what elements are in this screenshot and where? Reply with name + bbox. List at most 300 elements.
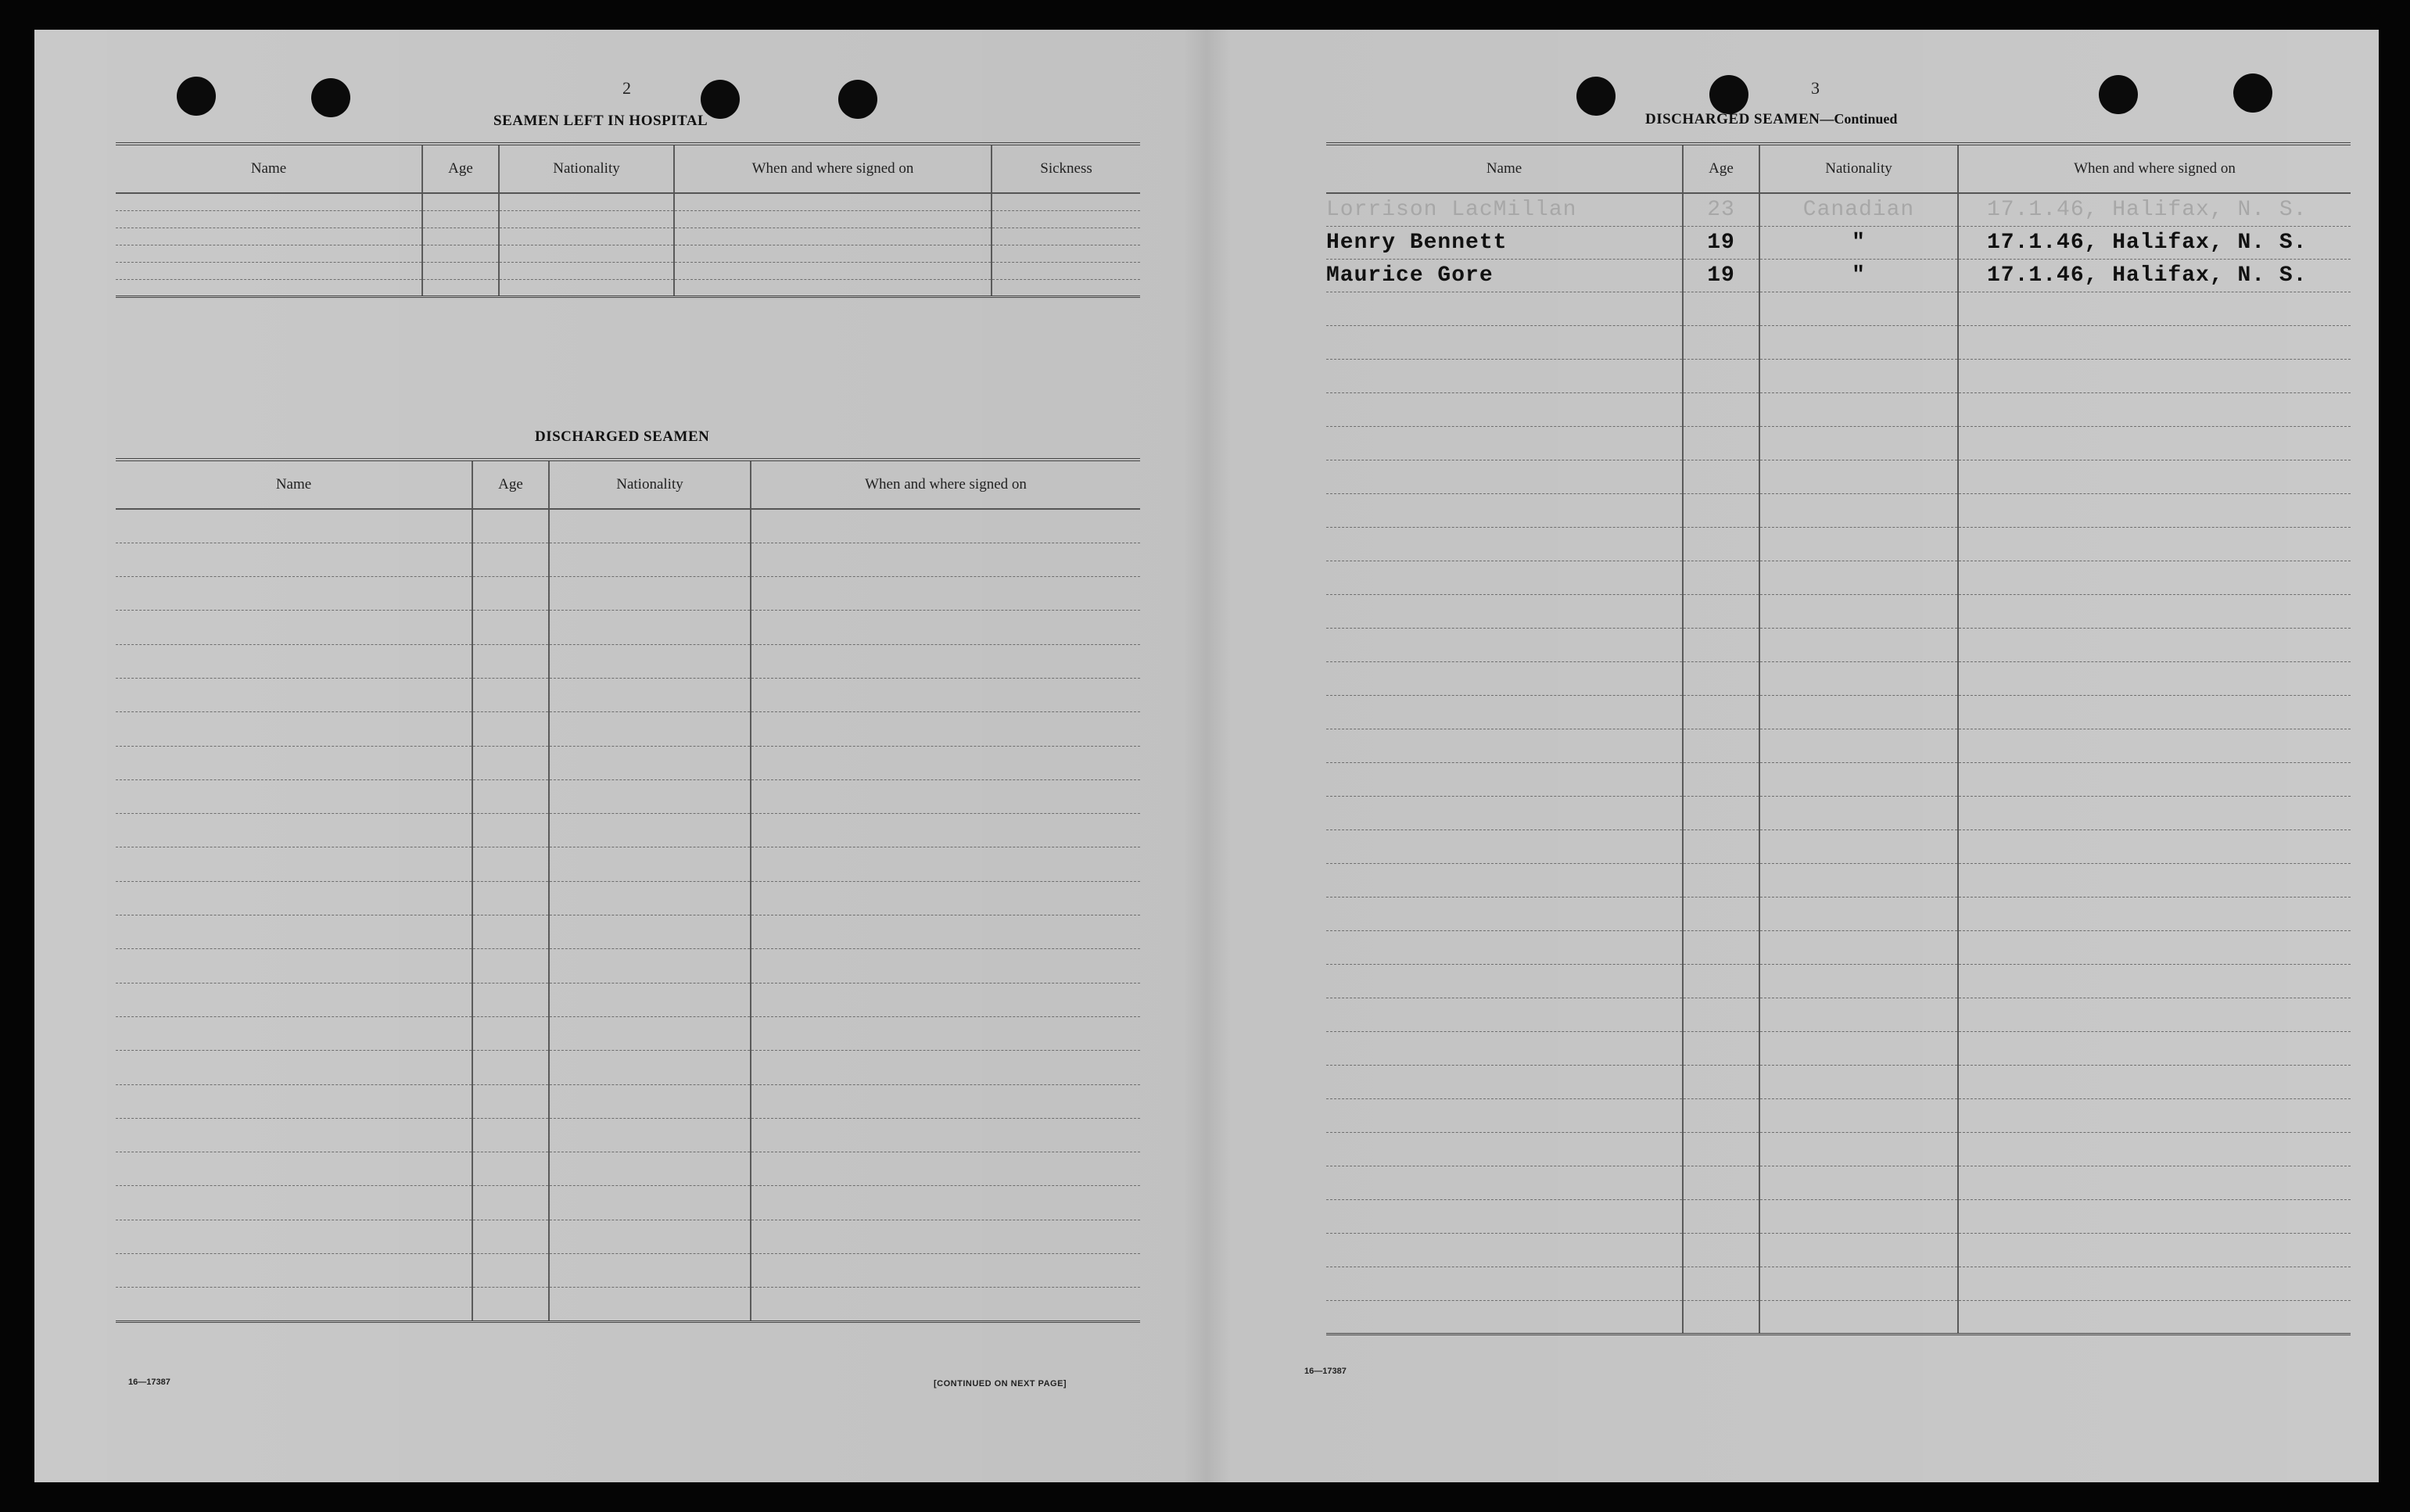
table-cell: [1958, 1098, 2351, 1132]
table-cell: [751, 1152, 1140, 1186]
table-cell: [549, 1016, 751, 1050]
table-row: [1326, 1300, 2351, 1334]
table-cell: [751, 847, 1140, 881]
table-cell: [549, 644, 751, 678]
table-row: [1326, 964, 2351, 998]
table-cell: [751, 509, 1140, 543]
table-cell: [1326, 1065, 1683, 1098]
table-cell: [1683, 863, 1759, 897]
table-cell: [751, 644, 1140, 678]
table-cell: [472, 1152, 549, 1186]
table-row: [116, 1084, 1140, 1118]
table-cell: [116, 245, 422, 262]
table-cell: [1326, 897, 1683, 930]
table-cell: [116, 611, 472, 644]
discharged-right-table-body: [1326, 193, 2351, 1334]
table-cell: Canadian: [1759, 193, 1958, 226]
form-number: 16—17387: [1304, 1367, 1347, 1376]
continued-suffix: —Continued: [1820, 111, 1898, 127]
table-cell: [1759, 1233, 1958, 1267]
discharged-section-title: DISCHARGED SEAMEN: [535, 428, 710, 445]
discharged-table-left: [116, 458, 1140, 1323]
table-cell: [1326, 998, 1683, 1031]
column-header-nationality: Nationality: [1759, 144, 1958, 193]
table-cell: [116, 193, 422, 210]
table-row: [116, 193, 1140, 210]
table-row: [1326, 1065, 2351, 1098]
table-cell: [1759, 1031, 1958, 1065]
table-cell: [1326, 1199, 1683, 1233]
table-row: [1326, 561, 2351, 594]
table-cell: [1683, 1199, 1759, 1233]
table-cell: [422, 210, 499, 228]
table-row: [1326, 259, 2351, 292]
table-row: [116, 245, 1140, 262]
table-cell: [1326, 325, 1683, 359]
table-cell: [116, 1152, 472, 1186]
table-row: [1326, 695, 2351, 729]
table-cell: [549, 1084, 751, 1118]
table-cell: 17.1.46, Halifax, N. S.: [1958, 259, 2351, 292]
table-cell: [472, 1051, 549, 1084]
table-row: [1326, 594, 2351, 628]
table-cell: [1326, 930, 1683, 964]
page-number: 3: [1811, 78, 1820, 98]
table-row: [1326, 1233, 2351, 1267]
table-cell: [116, 1288, 472, 1321]
table-cell: [751, 577, 1140, 611]
table-cell: [116, 1051, 472, 1084]
table-cell: [1759, 1166, 1958, 1199]
table-row: [1326, 863, 2351, 897]
table-cell: [1326, 1098, 1683, 1132]
table-cell: [549, 881, 751, 915]
table-cell: [116, 983, 472, 1016]
table-cell: ": [1759, 226, 1958, 259]
table-cell: [116, 1186, 472, 1220]
table-cell: [472, 983, 549, 1016]
table-cell: [1683, 1267, 1759, 1300]
table-cell: [1326, 863, 1683, 897]
table-cell: [549, 1186, 751, 1220]
table-cell: [1683, 796, 1759, 829]
table-cell: [472, 746, 549, 779]
table-cell: [549, 577, 751, 611]
table-cell: [422, 228, 499, 245]
hospital-table-body: [116, 193, 1140, 296]
table-row: [1326, 1199, 2351, 1233]
table-cell: [1759, 1098, 1958, 1132]
table-cell: [549, 1254, 751, 1288]
table-cell: [499, 279, 674, 296]
table-cell: [472, 611, 549, 644]
table-cell: [549, 712, 751, 746]
table-cell: [1958, 594, 2351, 628]
table-cell: [1683, 1233, 1759, 1267]
table-row: [1326, 1098, 2351, 1132]
table-cell: [751, 712, 1140, 746]
table-cell: [1958, 762, 2351, 796]
table-cell: [472, 577, 549, 611]
table-cell: [1958, 796, 2351, 829]
table-row: [116, 1051, 1140, 1084]
table-cell: [751, 983, 1140, 1016]
table-row: [116, 915, 1140, 949]
table-cell: [1958, 292, 2351, 325]
table-cell: [116, 279, 422, 296]
table-cell: [751, 1288, 1140, 1321]
table-cell: [1759, 426, 1958, 460]
table-cell: [472, 1186, 549, 1220]
column-header-age: Age: [422, 144, 499, 193]
table-cell: [116, 228, 422, 245]
table-cell: [1683, 325, 1759, 359]
table-cell: [1683, 1065, 1759, 1098]
table-cell: [1683, 695, 1759, 729]
table-cell: [751, 779, 1140, 813]
table-cell: [1759, 493, 1958, 527]
table-cell: [1958, 729, 2351, 762]
table-cell: [116, 1084, 472, 1118]
table-cell: [1326, 762, 1683, 796]
table-cell: [116, 1016, 472, 1050]
table-cell: [1759, 796, 1958, 829]
table-cell: [674, 228, 992, 245]
hospital-table: [116, 142, 1140, 298]
table-cell: [472, 1084, 549, 1118]
table-cell: [1326, 661, 1683, 695]
table-cell: [1958, 1031, 2351, 1065]
table-cell: [1759, 1300, 1958, 1334]
table-cell: [549, 814, 751, 847]
table-cell: [116, 1118, 472, 1152]
table-cell: [1326, 1166, 1683, 1199]
table-cell: [116, 1254, 472, 1288]
table-row: [1326, 829, 2351, 863]
table-cell: [1958, 1065, 2351, 1098]
table-cell: [549, 678, 751, 711]
table-cell: [472, 1254, 549, 1288]
table-cell: [992, 193, 1140, 210]
table-cell: 17.1.46, Halifax, N. S.: [1958, 226, 2351, 259]
table-cell: [751, 1051, 1140, 1084]
table-cell: [472, 509, 549, 543]
table-cell: [116, 644, 472, 678]
table-cell: [116, 712, 472, 746]
table-row: [116, 712, 1140, 746]
table-cell: [549, 779, 751, 813]
column-header-signed-on: When and where signed on: [751, 460, 1140, 509]
table-cell: [422, 193, 499, 210]
table-cell: [499, 245, 674, 262]
table-cell: [751, 915, 1140, 949]
column-header-name: Name: [1326, 144, 1683, 193]
table-cell: [751, 1118, 1140, 1152]
table-cell: [116, 949, 472, 983]
table-header-row: [116, 144, 1140, 193]
table-cell: [549, 1051, 751, 1084]
table-cell: [1683, 829, 1759, 863]
table-cell: [751, 814, 1140, 847]
table-cell: 23: [1683, 193, 1759, 226]
table-cell: ": [1759, 259, 1958, 292]
right-page: [1207, 30, 2379, 1482]
table-cell: [1958, 527, 2351, 561]
table-row: [1326, 359, 2351, 392]
table-cell: [1759, 998, 1958, 1031]
table-cell: [422, 262, 499, 279]
table-cell: [1683, 897, 1759, 930]
table-cell: [1759, 1199, 1958, 1233]
table-cell: [549, 1118, 751, 1152]
table-cell: [751, 1254, 1140, 1288]
table-cell: [499, 193, 674, 210]
table-cell: [1958, 561, 2351, 594]
table-cell: [674, 262, 992, 279]
table-cell: [1958, 1233, 2351, 1267]
table-cell: [1683, 628, 1759, 661]
column-header-age: Age: [1683, 144, 1759, 193]
table-cell: [1326, 594, 1683, 628]
table-cell: [549, 509, 751, 543]
table-row: [116, 881, 1140, 915]
table-row: [116, 644, 1140, 678]
table-cell: [1683, 930, 1759, 964]
table-cell: [1759, 695, 1958, 729]
table-cell: [1326, 729, 1683, 762]
table-cell: 19: [1683, 226, 1759, 259]
table-cell: [674, 279, 992, 296]
table-cell: [1759, 628, 1958, 661]
table-row: [1326, 292, 2351, 325]
table-cell: [549, 1220, 751, 1253]
table-cell: [1326, 1300, 1683, 1334]
table-cell: [472, 1220, 549, 1253]
table-cell: [1759, 729, 1958, 762]
table-cell: [1958, 661, 2351, 695]
table-cell: [1759, 460, 1958, 493]
table-cell: 17.1.46, Halifax, N. S.: [1958, 193, 2351, 226]
table-cell: [1326, 628, 1683, 661]
table-cell: [472, 779, 549, 813]
table-cell: [1958, 325, 2351, 359]
table-cell: [1958, 998, 2351, 1031]
table-cell: [992, 279, 1140, 296]
table-row: [1326, 1267, 2351, 1300]
table-cell: [1958, 1166, 2351, 1199]
table-cell: Maurice Gore: [1326, 259, 1683, 292]
table-cell: [1683, 1098, 1759, 1132]
table-cell: [1958, 930, 2351, 964]
table-row: [116, 577, 1140, 611]
table-cell: [472, 644, 549, 678]
discharged-table-right: [1326, 142, 2351, 1335]
table-cell: [1958, 863, 2351, 897]
table-cell: [1326, 493, 1683, 527]
table-cell: [1683, 594, 1759, 628]
table-cell: [116, 210, 422, 228]
table-cell: [422, 245, 499, 262]
table-cell: [1683, 998, 1759, 1031]
table-cell: [472, 949, 549, 983]
table-cell: [1759, 930, 1958, 964]
column-header-sickness: Sickness: [992, 144, 1140, 193]
table-cell: [1683, 1300, 1759, 1334]
table-row: [116, 847, 1140, 881]
table-row: [116, 210, 1140, 228]
table-cell: 19: [1683, 259, 1759, 292]
table-cell: [1683, 292, 1759, 325]
table-cell: [549, 983, 751, 1016]
table-row: [1326, 392, 2351, 426]
table-cell: [472, 678, 549, 711]
table-cell: [1683, 426, 1759, 460]
table-cell: [992, 245, 1140, 262]
table-row: [116, 949, 1140, 983]
column-header-name: Name: [116, 144, 422, 193]
table-row: [1326, 661, 2351, 695]
table-cell: [1759, 1065, 1958, 1098]
table-row: [1326, 1031, 2351, 1065]
table-cell: [499, 210, 674, 228]
table-row: [1326, 1132, 2351, 1166]
table-cell: [1683, 729, 1759, 762]
table-cell: [499, 262, 674, 279]
table-cell: [1958, 392, 2351, 426]
discharged-title-text: DISCHARGED SEAMEN: [1645, 111, 1820, 127]
table-cell: [1326, 561, 1683, 594]
table-row: [116, 1118, 1140, 1152]
table-cell: [1958, 964, 2351, 998]
table-cell: [1326, 1031, 1683, 1065]
column-header-name: Name: [116, 460, 472, 509]
table-cell: [1683, 460, 1759, 493]
column-header-nationality: Nationality: [549, 460, 751, 509]
continued-note: [CONTINUED ON NEXT PAGE]: [934, 1379, 1067, 1388]
table-cell: [674, 193, 992, 210]
table-cell: [549, 1152, 751, 1186]
table-cell: [499, 228, 674, 245]
table-cell: [1326, 527, 1683, 561]
table-row: [116, 228, 1140, 245]
scanned-document: [34, 30, 2379, 1482]
table-row: [1326, 226, 2351, 259]
table-cell: [1759, 964, 1958, 998]
hospital-section-title: SEAMEN LEFT IN HOSPITAL: [493, 113, 708, 129]
table-cell: [674, 245, 992, 262]
table-row: [116, 678, 1140, 711]
table-header-row: [1326, 144, 2351, 193]
form-number: 16—17387: [128, 1378, 170, 1387]
table-cell: [1326, 1132, 1683, 1166]
column-header-signed-on: When and where signed on: [674, 144, 992, 193]
page-number: 2: [622, 78, 631, 98]
table-row: [1326, 897, 2351, 930]
table-cell: [1683, 1166, 1759, 1199]
table-cell: [1326, 1267, 1683, 1300]
column-header-signed-on: When and where signed on: [1958, 144, 2351, 193]
table-cell: [1683, 964, 1759, 998]
table-cell: [549, 915, 751, 949]
table-cell: [549, 611, 751, 644]
table-cell: [1326, 964, 1683, 998]
table-cell: [1326, 460, 1683, 493]
table-cell: [1759, 359, 1958, 392]
table-cell: [1326, 796, 1683, 829]
table-cell: [116, 543, 472, 576]
table-row: [1326, 998, 2351, 1031]
table-cell: [472, 1288, 549, 1321]
table-cell: [1958, 628, 2351, 661]
table-cell: [1683, 392, 1759, 426]
table-row: [116, 1254, 1140, 1288]
table-row: [116, 509, 1140, 543]
table-header-row: [116, 460, 1140, 509]
table-cell: [116, 779, 472, 813]
table-cell: [1958, 493, 2351, 527]
table-cell: [751, 678, 1140, 711]
table-cell: [1759, 897, 1958, 930]
table-cell: [116, 678, 472, 711]
table-row: [1326, 460, 2351, 493]
table-row: [1326, 930, 2351, 964]
table-row: [1326, 762, 2351, 796]
table-cell: [472, 712, 549, 746]
table-cell: [116, 509, 472, 543]
table-cell: [992, 210, 1140, 228]
table-row: [1326, 193, 2351, 226]
table-cell: [1683, 661, 1759, 695]
table-row: [116, 1186, 1140, 1220]
table-row: [1326, 729, 2351, 762]
table-row: [116, 262, 1140, 279]
table-row: [116, 983, 1140, 1016]
table-cell: [1759, 561, 1958, 594]
column-header-age: Age: [472, 460, 549, 509]
table-cell: [992, 262, 1140, 279]
left-page: [34, 30, 1207, 1482]
table-row: [116, 814, 1140, 847]
table-cell: [1683, 1031, 1759, 1065]
table-cell: [1759, 829, 1958, 863]
table-row: [1326, 493, 2351, 527]
table-cell: [549, 847, 751, 881]
table-cell: [751, 1220, 1140, 1253]
table-cell: [116, 577, 472, 611]
table-cell: [1759, 863, 1958, 897]
table-cell: [472, 847, 549, 881]
table-row: [1326, 426, 2351, 460]
table-cell: [1958, 1267, 2351, 1300]
table-row: [1326, 1166, 2351, 1199]
table-cell: [116, 262, 422, 279]
column-header-nationality: Nationality: [499, 144, 674, 193]
table-row: [116, 779, 1140, 813]
table-cell: [1326, 426, 1683, 460]
table-row: [116, 611, 1140, 644]
table-row: [116, 1220, 1140, 1253]
table-cell: [1759, 661, 1958, 695]
table-cell: [116, 915, 472, 949]
table-cell: [1958, 1132, 2351, 1166]
table-cell: [549, 949, 751, 983]
table-cell: [1683, 359, 1759, 392]
table-cell: [751, 746, 1140, 779]
table-cell: [751, 611, 1140, 644]
table-cell: [1958, 1199, 2351, 1233]
table-cell: [751, 543, 1140, 576]
table-row: [1326, 628, 2351, 661]
